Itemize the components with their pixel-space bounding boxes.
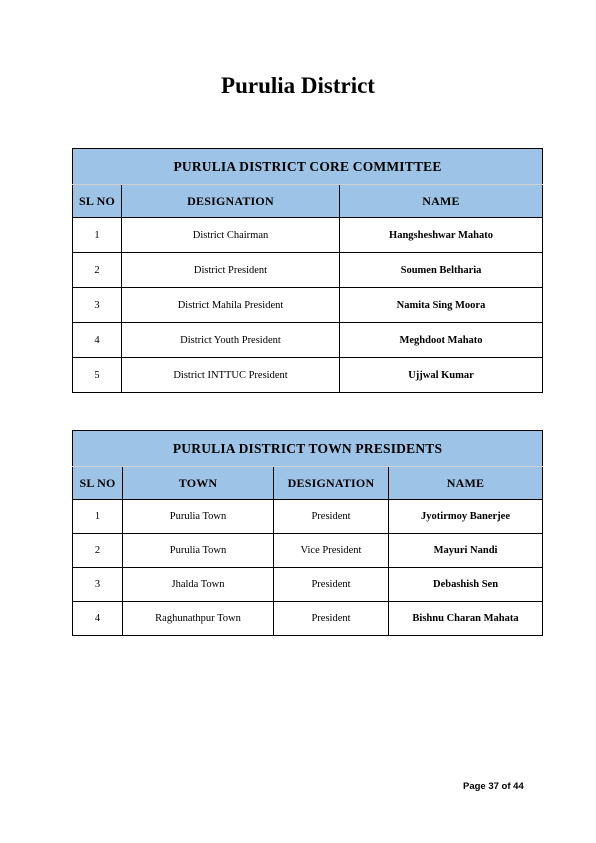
table-header-row (73, 467, 543, 500)
cell-town: Purulia Town (123, 500, 274, 534)
town-presidents-caption: PURULIA DISTRICT TOWN PRESIDENTS (73, 431, 543, 467)
column-header-name: NAME (340, 185, 543, 218)
table-caption-row (73, 431, 543, 467)
column-header-designation: DESIGNATION (122, 185, 340, 218)
column-header-sl-no: SL NO (73, 185, 122, 218)
cell-town: Jhalda Town (123, 568, 274, 602)
cell-name: Namita Sing Moora (340, 288, 543, 323)
cell-town: Purulia Town (123, 534, 274, 568)
cell-sl-no: 4 (73, 323, 122, 358)
cell-name: Jyotirmoy Banerjee (389, 500, 543, 534)
table-row (73, 253, 543, 288)
column-header-sl-no: SL NO (73, 467, 123, 500)
cell-designation: District Youth President (122, 323, 340, 358)
cell-designation: District Chairman (122, 218, 340, 253)
cell-designation: District Mahila President (122, 288, 340, 323)
cell-designation: District President (122, 253, 340, 288)
cell-name: Soumen Beltharia (340, 253, 543, 288)
cell-name: Bishnu Charan Mahata (389, 602, 543, 636)
cell-name: Ujjwal Kumar (340, 358, 543, 393)
column-header-town: TOWN (123, 467, 274, 500)
page-number: Page 37 of 44 (463, 781, 524, 792)
cell-sl-no: 5 (73, 358, 122, 393)
table-row (73, 288, 543, 323)
page-title: Purulia District (221, 73, 375, 98)
cell-name: Meghdoot Mahato (340, 323, 543, 358)
cell-sl-no: 1 (73, 218, 122, 253)
core-committee-table (72, 148, 543, 393)
cell-name: Debashish Sen (389, 568, 543, 602)
cell-designation: President (274, 602, 389, 636)
cell-sl-no: 2 (73, 253, 122, 288)
table-row (73, 218, 543, 253)
column-header-designation: DESIGNATION (274, 467, 389, 500)
cell-name: Hangsheshwar Mahato (340, 218, 543, 253)
cell-sl-no: 1 (73, 500, 123, 534)
cell-designation: District INTTUC President (122, 358, 340, 393)
table-row (73, 358, 543, 393)
cell-town: Raghunathpur Town (123, 602, 274, 636)
table-row (73, 323, 543, 358)
cell-sl-no: 3 (73, 288, 122, 323)
table-row (73, 602, 543, 636)
cell-designation: President (274, 500, 389, 534)
cell-sl-no: 2 (73, 534, 123, 568)
table-row (73, 534, 543, 568)
cell-sl-no: 3 (73, 568, 123, 602)
cell-sl-no: 4 (73, 602, 123, 636)
cell-designation: President (274, 568, 389, 602)
core-committee-caption: PURULIA DISTRICT CORE COMMITTEE (73, 149, 543, 185)
table-caption-row (73, 149, 543, 185)
table-row (73, 568, 543, 602)
cell-designation: Vice President (274, 534, 389, 568)
town-presidents-table (72, 430, 543, 636)
table-header-row (73, 185, 543, 218)
column-header-name: NAME (389, 467, 543, 500)
table-row (73, 500, 543, 534)
cell-name: Mayuri Nandi (389, 534, 543, 568)
